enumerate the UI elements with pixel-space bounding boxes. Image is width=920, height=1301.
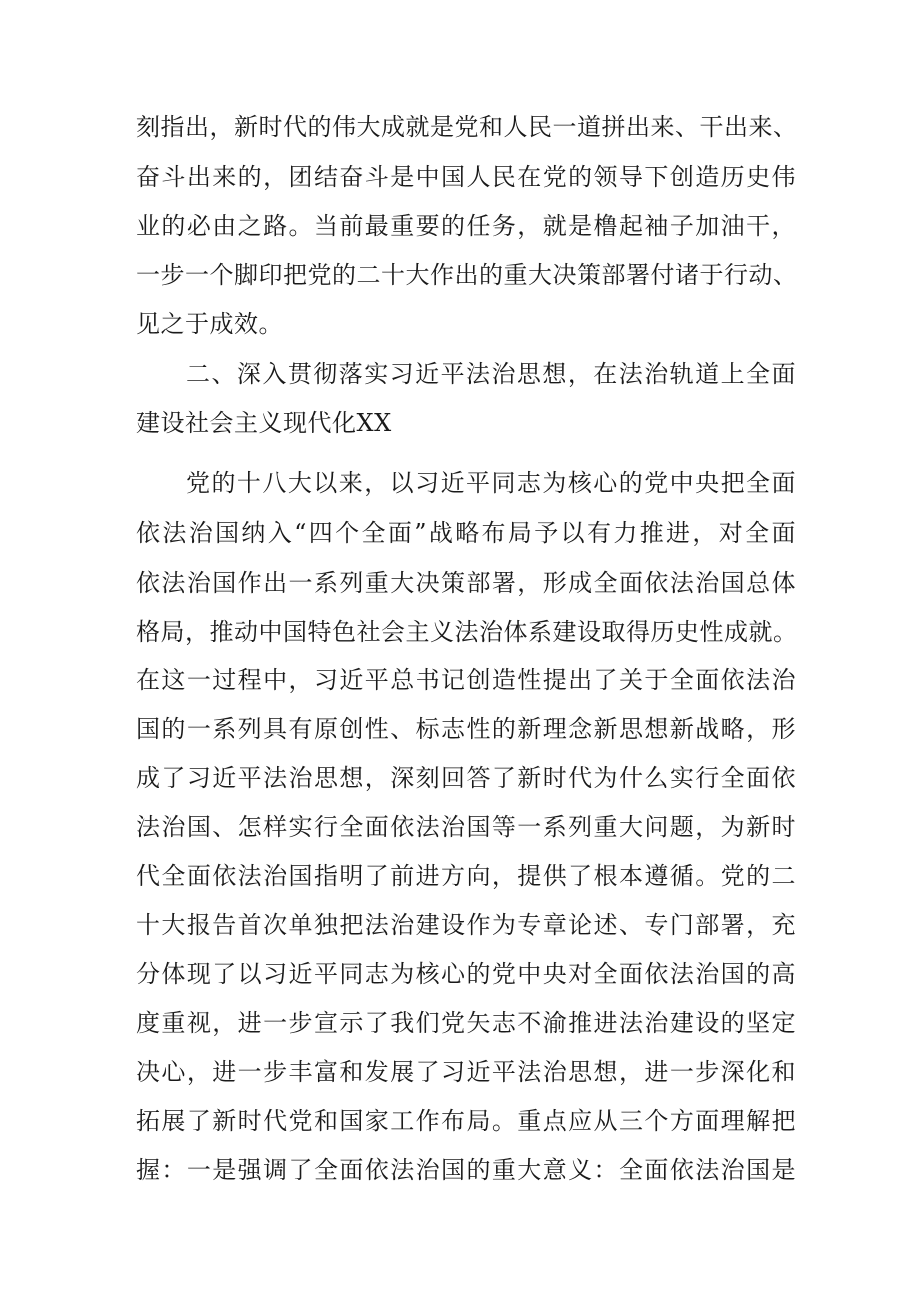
section-heading-line: 二、深入贯彻落实习近平法治思想，在法治轨道上全面 xyxy=(186,360,796,388)
text-line: 国的一系列具有原创性、标志性的新理念新思想新战略，形 xyxy=(136,715,796,743)
text-line: 奋斗出来的，团结奋斗是中国人民在党的领导下创造历史伟 xyxy=(136,163,796,191)
text-line: 度重视，进一步宣示了我们党矢志不渝推进法治建设的坚定 xyxy=(136,1009,796,1037)
text-line: 代全面依法治国指明了前进方向，提供了根本遵循。党的二 xyxy=(136,862,796,890)
text-line: 业的必由之路。当前最重要的任务，就是橹起袖子加油干， xyxy=(136,212,796,240)
text-line: 刻指出，新时代的伟大成就是党和人民一道拼出来、干出来、 xyxy=(136,113,798,141)
text-line: 决心，进一步丰富和发展了习近平法治思想，进一步深化和 xyxy=(136,1058,796,1086)
text-line: 依法治国纳入“四个全面”战略布局予以有力推进，对全面 xyxy=(136,519,796,547)
section-heading-line: 建设社会主义现代化XX xyxy=(136,409,392,437)
text-line: 依法治国作出一系列重大决策部署，形成全面依法治国总体 xyxy=(136,569,796,597)
text-line: 十大报告首次单独把法治建设作为专章论述、专门部署，充 xyxy=(136,911,796,939)
text-line: 格局，推动中国特色社会主义法治体系建设取得历史性成就。 xyxy=(136,618,798,646)
text-line: 见之于成效。 xyxy=(136,310,283,338)
text-line: 一步一个脚印把党的二十大作出的重大决策部署付诸于行动、 xyxy=(136,261,798,289)
text-line: 成了习近平法治思想，深刻回答了新时代为什么实行全面依 xyxy=(136,764,796,792)
text-line: 分体现了以习近平同志为核心的党中央对全面依法治国的高 xyxy=(136,960,796,988)
text-line: 法治国、怎样实行全面依法治国等一系列重大问题，为新时 xyxy=(136,813,796,841)
text-line: 握：一是强调了全面依法治国的重大意义：全面依法治国是 xyxy=(136,1156,796,1184)
text-line: 党的十八大以来，以习近平同志为核心的党中央把全面 xyxy=(186,469,796,497)
text-line: 拓展了新时代党和国家工作布局。重点应从三个方面理解把 xyxy=(136,1107,796,1135)
text-line: 在这一过程中，习近平总书记创造性提出了关于全面依法治 xyxy=(136,666,796,694)
